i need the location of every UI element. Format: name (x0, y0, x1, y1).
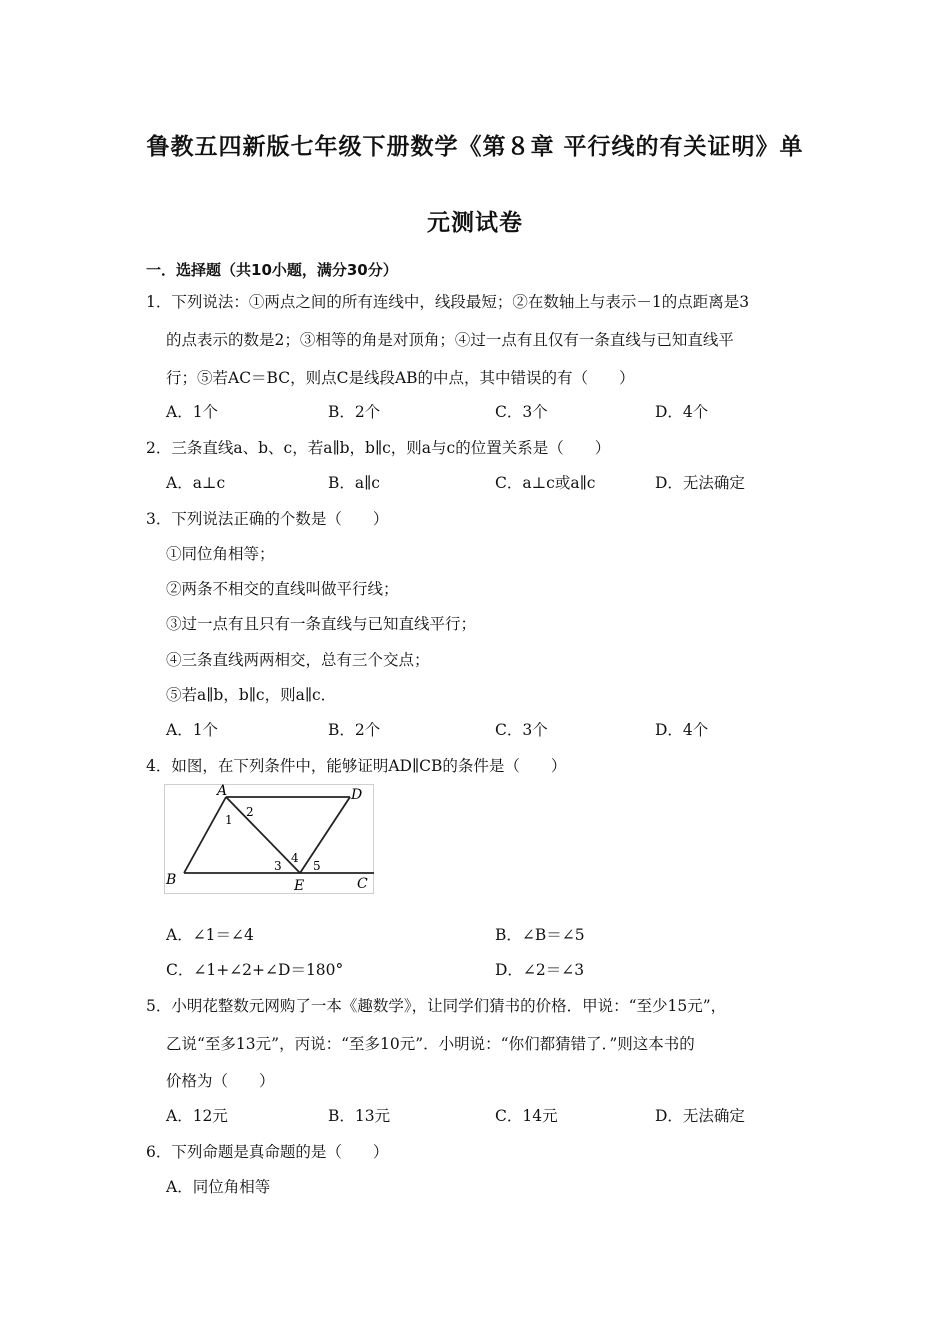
geometry-figure (164, 784, 374, 894)
q3-item3: ③过一点有且只有一条直线与已知直线平行； (166, 615, 477, 633)
angle-label-4: 4 (291, 851, 299, 865)
q1-line3: 行；⑤若AC＝BC，则点C是线段AB的中点，其中错误的有（ ） (166, 369, 635, 387)
angle-label-1: 1 (225, 813, 233, 827)
q1-option-c: C．3个 (495, 403, 548, 421)
q3-option-c: C．3个 (495, 721, 548, 739)
q5-line3: 价格为（ ） (166, 1072, 275, 1090)
q4-option-c: C．∠1+∠2+∠D＝180° (166, 961, 344, 979)
q3-item4: ④三条直线两两相交，总有三个交点； (166, 651, 430, 669)
q3-item5: ⑤若a∥b，b∥c，则a∥c． (166, 686, 337, 704)
label-d: D (351, 787, 363, 803)
q1-option-d: D．4个 (655, 403, 709, 421)
line-de (300, 797, 350, 873)
q3-item2: ②两条不相交的直线叫做平行线； (166, 580, 399, 598)
q2-option-d: D．无法确定 (655, 474, 745, 492)
label-b: B (166, 872, 177, 888)
q5-option-c: C．14元 (495, 1107, 558, 1125)
q3-option-b: B．2个 (328, 721, 381, 739)
label-e: E (294, 878, 305, 894)
q5-option-d: D．无法确定 (655, 1107, 745, 1125)
label-c: C (357, 876, 368, 892)
section-heading: 一．选择题（共10小题，满分30分） (146, 261, 398, 279)
q3-option-d: D．4个 (655, 721, 709, 739)
q3-line1: 3．下列说法正确的个数是（ ） (146, 510, 389, 528)
q6-option-a: A．同位角相等 (166, 1178, 271, 1196)
q3-option-a: A．1个 (166, 721, 219, 739)
q1-line2: 的点表示的数是2；③相等的角是对顶角；④过一点有且仅有一条直线与已知直线平 (166, 331, 734, 349)
angle-label-5: 5 (313, 859, 321, 873)
q2-line1: 2．三条直线a、b、c，若a∥b，b∥c，则a与c的位置关系是（ ） (146, 439, 611, 457)
q1-option-a: A．1个 (166, 403, 219, 421)
label-a: A (217, 784, 228, 799)
q5-option-a: A．12元 (166, 1107, 228, 1125)
angle-label-2: 2 (246, 805, 254, 819)
q2-option-c: C．a⊥c或a∥c (495, 474, 596, 492)
line-ae (226, 797, 300, 873)
figure-border (165, 785, 374, 894)
q1-option-b: B．2个 (328, 403, 381, 421)
q5-line2: 乙说“至多13元”，丙说：“至多10元”．小明说：“你们都猜错了．”则这本书的 (166, 1035, 695, 1053)
q5-line1: 5．小明花整数元网购了一本《趣数学》，让同学们猜书的价格．甲说：“至少15元”， (146, 997, 727, 1015)
q6-line1: 6．下列命题是真命题的是（ ） (146, 1143, 389, 1161)
page-title-line2: 元测试卷 (427, 210, 523, 236)
q5-option-b: B．13元 (328, 1107, 391, 1125)
q4-option-a: A．∠1＝∠4 (166, 926, 254, 944)
q4-line1: 4．如图，在下列条件中，能够证明AD∥CB的条件是（ ） (146, 757, 567, 775)
q2-option-b: B．a∥c (328, 474, 380, 492)
line-ab (184, 797, 226, 873)
q4-option-d: D．∠2＝∠3 (495, 961, 585, 979)
q3-item1: ①同位角相等； (166, 545, 275, 563)
q1-line1: 1．下列说法：①两点之间的所有连线中，线段最短；②在数轴上与表示－1的点距离是3 (146, 293, 750, 311)
q4-option-b: B．∠B＝∠5 (495, 926, 585, 944)
angle-label-3: 3 (274, 859, 282, 873)
page-title-line1: 鲁教五四新版七年级下册数学《第８章 平行线的有关证明》单 (146, 134, 804, 160)
q2-option-a: A．a⊥c (166, 474, 226, 492)
